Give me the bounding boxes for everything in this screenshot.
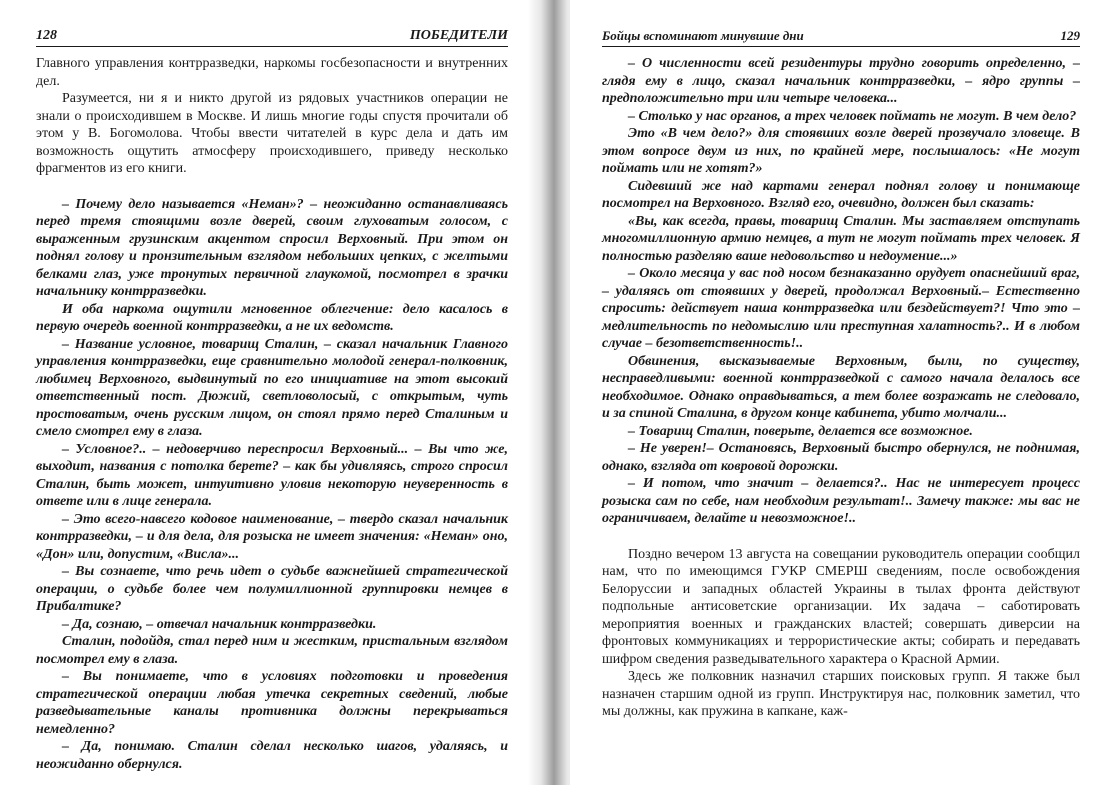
quoted-paragraph: – О численности всей резидентуры трудно говорить определенно, – глядя ему в лицо, сказал начальник контрразведки, – ядро группы – предположительно три или четыре человека... xyxy=(602,56,1080,106)
quoted-paragraph: Сталин, подойдя, стал перед ним и жестким, пристальным взглядом посмотрел ему в глаза. xyxy=(36,634,508,667)
right-page-text xyxy=(602,55,1080,721)
left-running-title: ПОБЕДИТЕЛИ xyxy=(409,28,508,43)
quoted-paragraph: – Столько у нас органов, а трех человек поймать не могут. В чем дело? xyxy=(628,108,1077,124)
quoted-paragraph: – Условное?.. – недоверчиво переспросил Верховный... – Вы что же, выходит, названия с потолка берете? – как бы удивляясь, строго спросил Сталин, быть может, интуитивно уловив некоторую неуверенность в ответе или в лице генерала. xyxy=(36,441,508,509)
paragraph-gap xyxy=(36,178,508,196)
quoted-paragraph: «Вы, как всегда, правы, товарищ Сталин. Мы заставляем отступать многомиллионную армию немцев, а тут не могут поймать трех человек. Я полностью разделяю ваше недовольство и недоумение...» xyxy=(602,213,1080,264)
left-page-header xyxy=(36,28,508,47)
paragraph: Главного управления контрразведки, наркомы госбезопасности и внутренних дел. xyxy=(36,56,508,89)
quoted-paragraph: Обвинения, высказываемые Верховным, были, по существу, несправедливыми: военной контрразведкой с самого начала делалось все необходимое. Однако оправдываться, а тем более возражать не следовало, и за спиной Сталина, в другом конце кабинета, убито молчали... xyxy=(602,353,1080,421)
quoted-paragraph: – Вы понимаете, что в условиях подготовки и проведения стратегической операции любая утечка секретных сведений, любые разведывательные каналы противника должны перекрываться немедленно? xyxy=(36,669,508,737)
quoted-paragraph: – Не уверен!– Остановясь, Верховный быстро обернулся, не поднимая, однако, взгляда от ковровой дорожки. xyxy=(602,441,1080,474)
quoted-paragraph: И оба наркома ощутили мгновенное облегчение: дело касалось в первую очередь военной контрразведки, а не их ведомств. xyxy=(36,301,508,334)
paragraph: Поздно вечером 13 августа на совещании руководитель операции сообщил нам, что по имеющимся ГУКР СМЕРШ сведениям, после освобождения Белоруссии и западных областей Украины в тылах фронта действуют подпольные антисоветские организации. Их задача – саботировать мероприятия военных и гражданских властей; совершать диверсии на фронтовых коммуникациях и террористические акты; собирать и передавать шифром сведения разведывательного характера о Красной Армии. xyxy=(602,546,1080,667)
left-page-number: 128 xyxy=(36,28,57,43)
quoted-paragraph: – Да, сознаю, – отвечал начальник контрразведки. xyxy=(62,616,377,632)
paragraph-gap xyxy=(602,528,1080,546)
left-page-text xyxy=(36,55,508,773)
quoted-paragraph: – Да, понимаю. Сталин сделал несколько шагов, удаляясь, и неожиданно обернулся. xyxy=(36,739,508,772)
quoted-paragraph: – Это всего-навсего кодовое наименование, – твердо сказал начальник контрразведки, – и для дела, для розыска не имеет значения: «Неман» оно, «Дон» или, допустим, «Висла»... xyxy=(36,511,508,562)
right-running-title: Бойцы вспоминают минувшие дни xyxy=(602,28,804,43)
quoted-paragraph: Это «В чем дело?» для стоявших возле дверей прозвучало зловеще. В этом вопросе двум из них, по крайней мере, послышалось: «Не могут поймать или не хотят?» xyxy=(602,126,1080,176)
paragraph: Разумеется, ни я и никто другой из рядовых участников операции не знали о происходившем в Москве. И лишь многие годы спустя прочитали об этом у В. Богомолова. Чтобы ввести читателей в курс дела и дать им возможность ощутить атмосферу происходившего, приведу несколько фрагментов из его книги. xyxy=(36,91,508,176)
right-page xyxy=(570,0,1100,785)
right-page-number: 129 xyxy=(1060,28,1080,43)
quoted-paragraph: – Название условное, товарищ Сталин, – сказал начальник Главного управления контрразведки, еще сравнительно молодой генерал-полковник, любимец Верховного, выдвинутый по его инициативе на этот высокий ответственный пост. Дюжий, светловолосый, с открытым, чуть простоватым, очень русским лицом, он стоял прямо перед Сталиным и смело смотрел ему в глаза. xyxy=(36,336,508,439)
quoted-paragraph: – Товарищ Сталин, поверьте, делается все возможное. xyxy=(628,423,973,439)
quoted-paragraph: – Около месяца у вас под носом безнаказанно орудует опаснейший враг, – удаляясь от стоявших у дверей, продолжал Верховный.– Естественно спросить: действует наша контрразведка или бездействует?! Что это – медлительность по недомыслию или преступная халатность?.. И в любом случае – безответственность!.. xyxy=(602,266,1080,351)
quoted-paragraph: – Вы сознаете, что речь идет о судьбе важнейшей стратегической операции, о судьбе более чем полумиллионной группировки немцев в Прибалтике? xyxy=(36,564,508,614)
quoted-paragraph: – И потом, что значит – делается?.. Нас не интересует процесс розыска сам по себе, нам необходим результат!.. Замечу также: мы вас не ограничиваем, делайте и невозможное!.. xyxy=(602,476,1080,526)
quoted-paragraph: – Почему дело называется «Неман»? – неожиданно останавливаясь перед тремя стоящими возле дверей, своим глуховатым голосом, с выраженным грузинским акцентом спросил Верховный. При этом он поднял голову и пронзительным взглядом небольших цепких, с желтыми белками глаз, уже тронутых первичной глаукомой, посмотрел в зрачки начальнику контрразведки. xyxy=(36,196,508,299)
left-page xyxy=(0,0,540,785)
quoted-paragraph: Сидевший же над картами генерал поднял голову и понимающе посмотрел на Верховного. Взгляд его, очевидно, должен был сказать: xyxy=(602,178,1080,211)
paragraph: Здесь же полковник назначил старших поисковых групп. Я также был назначен старшим одной из групп. Инструктируя нас, полковник заметил, что мы должны, как пружина в капкане, каж- xyxy=(602,669,1080,719)
right-page-header xyxy=(602,28,1080,47)
